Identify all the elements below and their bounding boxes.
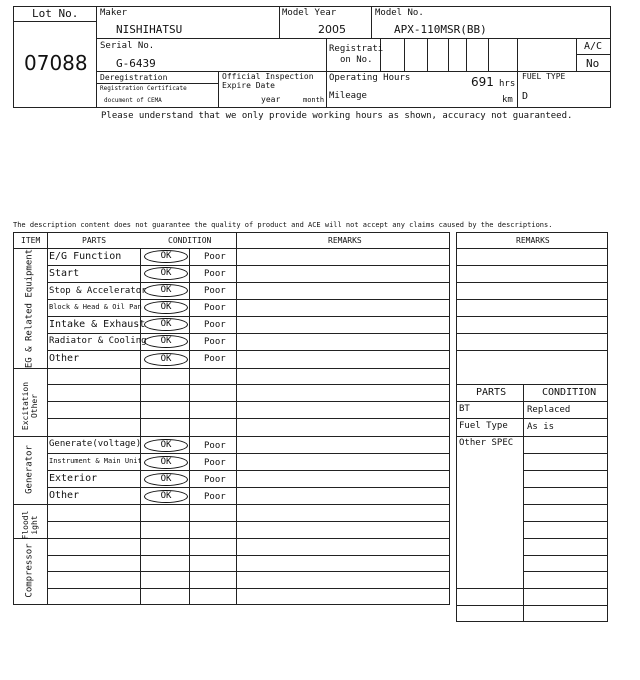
ac-label: A/C — [584, 41, 603, 52]
model-year-label: Model Year — [282, 8, 337, 18]
gen-part-3: Other — [49, 490, 80, 501]
eg-ok-1: OK — [144, 267, 188, 280]
maker-value: NISHIHATSU — [116, 23, 183, 36]
section-compressor: Compressor — [24, 543, 35, 598]
right-part-0: BT — [459, 404, 470, 414]
section-floodlight: Floodl ight — [21, 510, 39, 540]
right-condition-header: CONDITION — [542, 387, 597, 398]
hours-value: 691 — [471, 75, 494, 89]
serial-label: Serial No. — [100, 41, 155, 51]
hours-unit: hrs — [499, 79, 516, 89]
disclaimer-text: The description content does not guarantee the quality of product and ACE will not accept any claims caused by the descriptions. — [13, 221, 553, 229]
ac-value: No — [586, 57, 600, 70]
section-generator: Generator — [24, 445, 35, 494]
model-year-value: 2005 — [318, 23, 346, 36]
eg-poor-5: Poor — [204, 337, 226, 347]
registration-label-2: on No. — [340, 55, 373, 65]
col-remarks: REMARKS — [328, 236, 362, 245]
right-part-1: Fuel Type — [459, 421, 508, 431]
dereg-sub-1: Registration Certificate — [100, 85, 187, 92]
eg-ok-4: OK — [144, 318, 188, 331]
gen-ok-0: OK — [144, 439, 188, 452]
serial-value: G-6439 — [116, 57, 156, 70]
lot-label: Lot No. — [32, 7, 79, 20]
eg-part-6: Other — [49, 353, 80, 364]
right-cond-1: As is — [527, 422, 555, 432]
col-item: ITEM — [21, 236, 41, 245]
eg-part-2: Stop & Accelerator — [49, 286, 147, 296]
eg-poor-2: Poor — [204, 286, 226, 296]
gen-ok-3: OK — [144, 490, 188, 503]
col-parts: PARTS — [82, 236, 107, 245]
gen-part-2: Exterior — [49, 473, 98, 484]
registration-label-1: Registrati — [329, 44, 384, 54]
gen-part-1: Instrument & Main Unit — [49, 457, 142, 465]
model-no-label: Model No. — [375, 8, 424, 18]
gen-ok-1: OK — [144, 456, 188, 469]
inspection-label-1: Official Inspection — [222, 72, 314, 81]
eg-part-5: Radiator & Cooling — [49, 336, 147, 346]
right-parts-header: PARTS — [476, 387, 507, 398]
eg-ok-0: OK — [144, 250, 188, 263]
eg-poor-1: Poor — [204, 269, 226, 279]
mileage-unit: km — [502, 95, 513, 105]
gen-poor-2: Poor — [204, 475, 226, 485]
mileage-label: Mileage — [329, 91, 367, 101]
section-eg: EG & Related Equipment — [24, 248, 35, 369]
right-cond-0: Replaced — [527, 405, 571, 415]
hours-label: Operating Hours — [329, 73, 411, 83]
eg-ok-3: OK — [144, 301, 188, 314]
col-remarks-right: REMARKS — [516, 236, 550, 245]
eg-poor-0: Poor — [204, 252, 226, 262]
dereg-label: Deregistration — [100, 73, 168, 82]
notice-text: Please understand that we only provide working hours as shown, accuracy not guaranteed. — [101, 111, 573, 121]
col-condition: CONDITION — [168, 236, 212, 245]
section-excitation: Excitation Other — [21, 381, 39, 431]
eg-poor-6: Poor — [204, 354, 226, 364]
right-part-2: Other SPEC — [459, 438, 514, 448]
eg-part-0: E/G Function — [49, 251, 122, 262]
model-no-value: APX-110MSR(BB) — [394, 23, 487, 36]
year-label: year — [261, 95, 281, 104]
gen-ok-2: OK — [144, 473, 188, 486]
dereg-sub-2: document of CEMA — [104, 97, 162, 104]
eg-part-4: Intake & Exhaust — [49, 319, 146, 330]
month-label: month — [303, 96, 325, 104]
inspection-label-2: Expire Date — [222, 81, 275, 90]
eg-ok-5: OK — [144, 335, 188, 348]
lot-value: 07088 — [24, 51, 88, 75]
eg-ok-6: OK — [144, 353, 188, 366]
maker-label: Maker — [100, 8, 128, 18]
gen-poor-0: Poor — [204, 441, 226, 451]
gen-part-0: Generate(voltage) — [49, 439, 142, 449]
eg-ok-2: OK — [144, 284, 188, 297]
fuel-value: D — [522, 91, 529, 102]
eg-part-3: Block & Head & Oil Pan — [49, 303, 142, 311]
gen-poor-3: Poor — [204, 492, 226, 502]
gen-poor-1: Poor — [204, 458, 226, 468]
fuel-label: FUEL TYPE — [522, 72, 566, 81]
eg-part-1: Start — [49, 268, 80, 279]
eg-poor-4: Poor — [204, 320, 226, 330]
eg-poor-3: Poor — [204, 303, 226, 313]
